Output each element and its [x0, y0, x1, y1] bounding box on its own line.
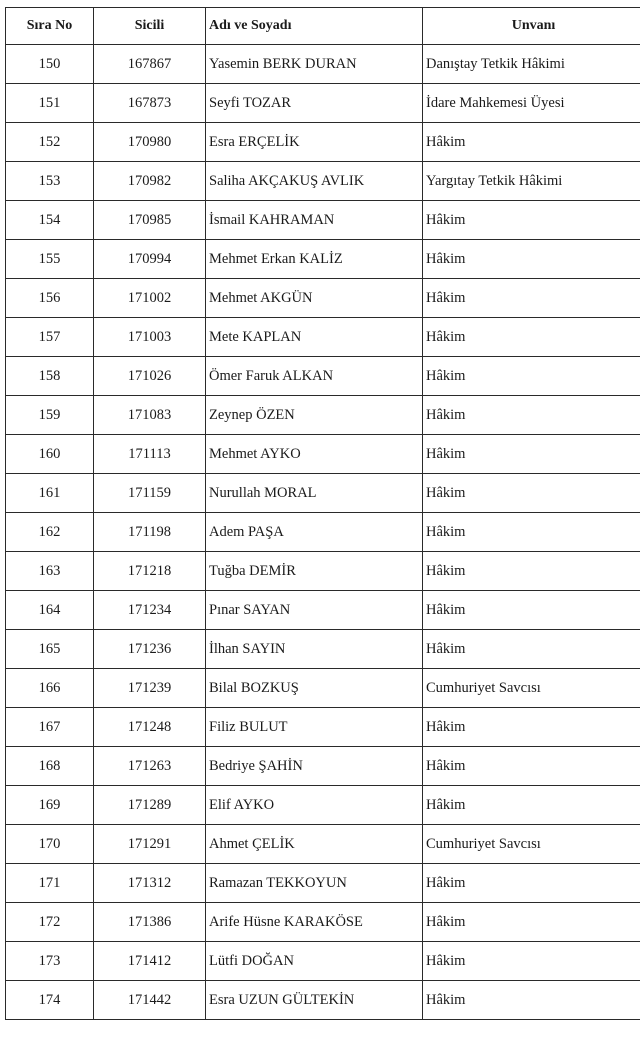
cell-unvani: Hâkim [423, 123, 640, 162]
cell-adi-soyadi: Arife Hüsne KARAKÖSE [206, 903, 423, 942]
cell-sicili: 171083 [94, 396, 206, 435]
cell-sira-no: 169 [6, 786, 94, 825]
cell-sicili: 170985 [94, 201, 206, 240]
cell-sicili: 171263 [94, 747, 206, 786]
cell-unvani: İdare Mahkemesi Üyesi [423, 84, 640, 123]
cell-sira-no: 160 [6, 435, 94, 474]
cell-adi-soyadi: Zeynep ÖZEN [206, 396, 423, 435]
cell-sicili: 171289 [94, 786, 206, 825]
cell-sira-no: 162 [6, 513, 94, 552]
cell-unvani: Hâkim [423, 630, 640, 669]
table-row [6, 942, 640, 981]
cell-adi-soyadi: Lütfi DOĞAN [206, 942, 423, 981]
cell-sicili: 171236 [94, 630, 206, 669]
cell-sicili: 171386 [94, 903, 206, 942]
cell-sira-no: 156 [6, 279, 94, 318]
cell-adi-soyadi: Nurullah MORAL [206, 474, 423, 513]
cell-unvani: Hâkim [423, 240, 640, 279]
table-row [6, 981, 640, 1020]
cell-sicili: 170980 [94, 123, 206, 162]
cell-sicili: 171026 [94, 357, 206, 396]
cell-sicili: 167873 [94, 84, 206, 123]
table-header-row [6, 8, 640, 45]
cell-sicili: 171291 [94, 825, 206, 864]
cell-adi-soyadi: Tuğba DEMİR [206, 552, 423, 591]
cell-sira-no: 170 [6, 825, 94, 864]
cell-unvani: Yargıtay Tetkik Hâkimi [423, 162, 640, 201]
cell-adi-soyadi: Bilal BOZKUŞ [206, 669, 423, 708]
cell-sira-no: 151 [6, 84, 94, 123]
cell-adi-soyadi: Esra ERÇELİK [206, 123, 423, 162]
table-row [6, 708, 640, 747]
table-row [6, 669, 640, 708]
cell-unvani: Hâkim [423, 201, 640, 240]
table-row [6, 279, 640, 318]
cell-unvani: Hâkim [423, 864, 640, 903]
cell-sicili: 171248 [94, 708, 206, 747]
cell-adi-soyadi: Mehmet AYKO [206, 435, 423, 474]
table-body [6, 45, 640, 1020]
cell-sira-no: 152 [6, 123, 94, 162]
cell-sira-no: 172 [6, 903, 94, 942]
cell-sira-no: 157 [6, 318, 94, 357]
cell-sicili: 171218 [94, 552, 206, 591]
table-row [6, 201, 640, 240]
cell-sira-no: 158 [6, 357, 94, 396]
cell-adi-soyadi: Bedriye ŞAHİN [206, 747, 423, 786]
table-row [6, 513, 640, 552]
cell-sicili: 170982 [94, 162, 206, 201]
cell-adi-soyadi: İlhan SAYIN [206, 630, 423, 669]
cell-sicili: 171002 [94, 279, 206, 318]
cell-adi-soyadi: Mete KAPLAN [206, 318, 423, 357]
cell-adi-soyadi: Mehmet Erkan KALİZ [206, 240, 423, 279]
table-row [6, 357, 640, 396]
cell-sicili: 171234 [94, 591, 206, 630]
cell-unvani: Hâkim [423, 591, 640, 630]
cell-unvani: Cumhuriyet Savcısı [423, 669, 640, 708]
cell-sira-no: 159 [6, 396, 94, 435]
table-row [6, 123, 640, 162]
cell-adi-soyadi: Ramazan TEKKOYUN [206, 864, 423, 903]
cell-unvani: Hâkim [423, 318, 640, 357]
cell-adi-soyadi: Elif AYKO [206, 786, 423, 825]
cell-unvani: Hâkim [423, 396, 640, 435]
cell-sira-no: 161 [6, 474, 94, 513]
table-row [6, 786, 640, 825]
cell-unvani: Hâkim [423, 942, 640, 981]
cell-sicili: 167867 [94, 45, 206, 84]
table-row [6, 552, 640, 591]
cell-sira-no: 153 [6, 162, 94, 201]
cell-sicili: 171239 [94, 669, 206, 708]
cell-sicili: 171113 [94, 435, 206, 474]
personnel-table [5, 7, 640, 1020]
cell-sicili: 171412 [94, 942, 206, 981]
cell-adi-soyadi: Filiz BULUT [206, 708, 423, 747]
header-unvani: Unvanı [423, 8, 640, 45]
cell-adi-soyadi: Adem PAŞA [206, 513, 423, 552]
table-row [6, 864, 640, 903]
table-row [6, 591, 640, 630]
cell-sira-no: 171 [6, 864, 94, 903]
cell-unvani: Hâkim [423, 513, 640, 552]
cell-adi-soyadi: Seyfi TOZAR [206, 84, 423, 123]
cell-sira-no: 168 [6, 747, 94, 786]
table-row [6, 435, 640, 474]
cell-sira-no: 163 [6, 552, 94, 591]
table-row [6, 474, 640, 513]
cell-unvani: Hâkim [423, 747, 640, 786]
table-row [6, 240, 640, 279]
table-row [6, 825, 640, 864]
header-sira-no: Sıra No [6, 8, 94, 45]
cell-adi-soyadi: Esra UZUN GÜLTEKİN [206, 981, 423, 1020]
cell-sira-no: 164 [6, 591, 94, 630]
cell-unvani: Hâkim [423, 981, 640, 1020]
cell-sicili: 171159 [94, 474, 206, 513]
cell-adi-soyadi: İsmail KAHRAMAN [206, 201, 423, 240]
cell-adi-soyadi: Ahmet ÇELİK [206, 825, 423, 864]
cell-sira-no: 154 [6, 201, 94, 240]
cell-sira-no: 167 [6, 708, 94, 747]
cell-unvani: Hâkim [423, 786, 640, 825]
cell-sicili: 171442 [94, 981, 206, 1020]
cell-sira-no: 174 [6, 981, 94, 1020]
table-row [6, 903, 640, 942]
cell-unvani: Hâkim [423, 552, 640, 591]
header-adi-soyadi: Adı ve Soyadı [206, 8, 423, 45]
cell-unvani: Hâkim [423, 279, 640, 318]
cell-unvani: Hâkim [423, 708, 640, 747]
table-row [6, 84, 640, 123]
cell-sicili: 170994 [94, 240, 206, 279]
cell-adi-soyadi: Pınar SAYAN [206, 591, 423, 630]
cell-unvani: Hâkim [423, 474, 640, 513]
cell-unvani: Cumhuriyet Savcısı [423, 825, 640, 864]
cell-sira-no: 173 [6, 942, 94, 981]
header-sicili: Sicili [94, 8, 206, 45]
cell-sicili: 171312 [94, 864, 206, 903]
table-row [6, 45, 640, 84]
cell-sira-no: 150 [6, 45, 94, 84]
table-row [6, 162, 640, 201]
cell-sira-no: 155 [6, 240, 94, 279]
cell-sira-no: 165 [6, 630, 94, 669]
table-row [6, 318, 640, 357]
table-row [6, 630, 640, 669]
cell-adi-soyadi: Mehmet AKGÜN [206, 279, 423, 318]
table-row [6, 396, 640, 435]
cell-adi-soyadi: Ömer Faruk ALKAN [206, 357, 423, 396]
cell-sicili: 171198 [94, 513, 206, 552]
cell-adi-soyadi: Yasemin BERK DURAN [206, 45, 423, 84]
table-row [6, 747, 640, 786]
cell-unvani: Danıştay Tetkik Hâkimi [423, 45, 640, 84]
cell-unvani: Hâkim [423, 903, 640, 942]
cell-sira-no: 166 [6, 669, 94, 708]
cell-adi-soyadi: Saliha AKÇAKUŞ AVLIK [206, 162, 423, 201]
cell-unvani: Hâkim [423, 357, 640, 396]
cell-sicili: 171003 [94, 318, 206, 357]
cell-unvani: Hâkim [423, 435, 640, 474]
